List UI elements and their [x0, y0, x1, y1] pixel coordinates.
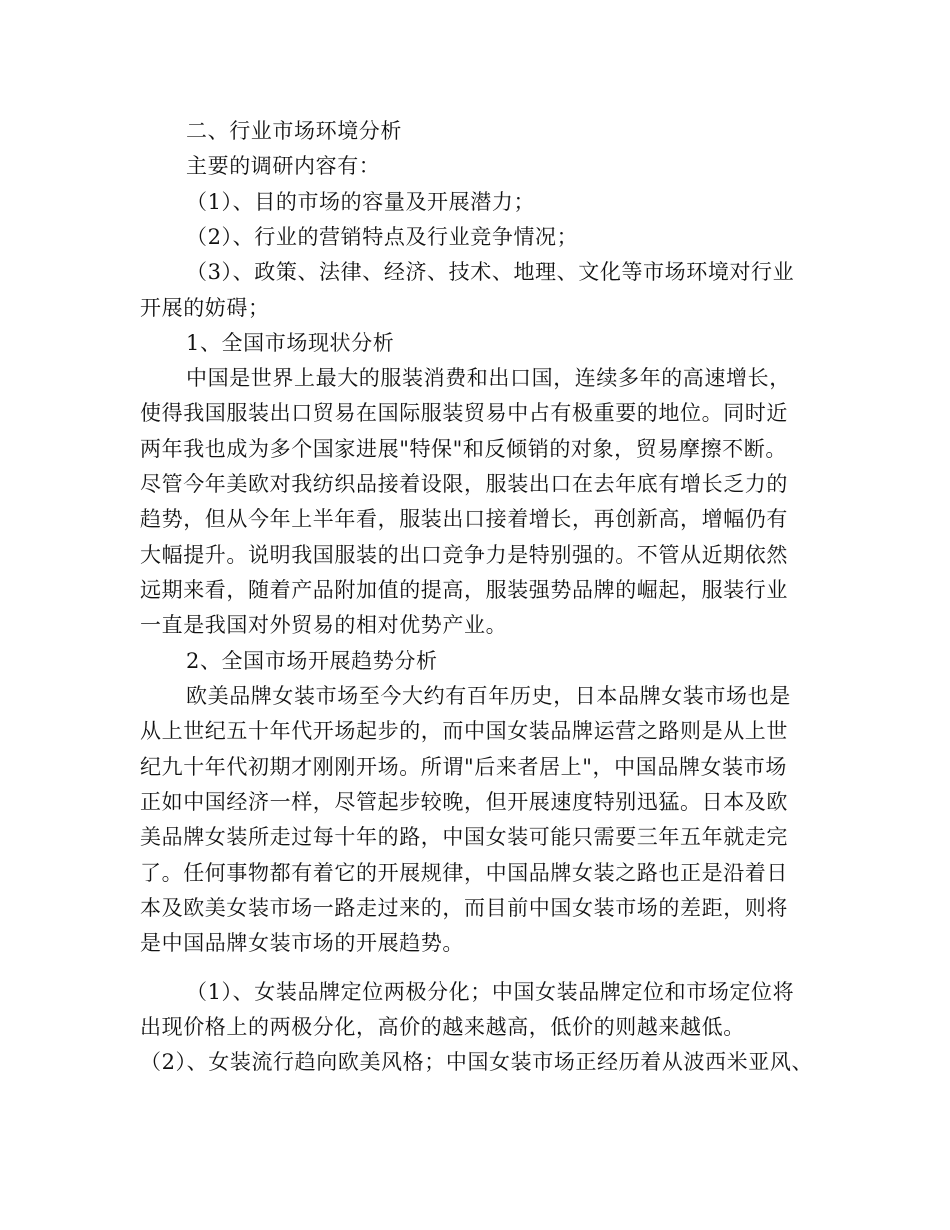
text-line: 大幅提升。说明我国服装的出口竞争力是特别强的。不管从近期依然 [140, 543, 788, 567]
subsection-heading: 1、全国市场现状分析 [186, 331, 395, 355]
list-item: （2）、女装流行趋向欧美风格；中国女装市场正经历着从波西米亚风、 [140, 1050, 814, 1074]
text-line: 趋势，但从今年上半年看，服装出口接着增长，再创新高，增幅仍有 [140, 507, 788, 531]
list-item: （1）、女装品牌定位两极分化；中国女装品牌定位和市场定位将 [186, 980, 795, 1004]
text-line: 出现价格上的两极分化，高价的越来越高，低价的则越来越低。 [140, 1015, 745, 1039]
section-heading: 二、行业市场环境分析 [186, 119, 402, 143]
text-line: 中国是世界上最大的服装消费和出口国，连续多年的高速增长， [186, 366, 791, 390]
text-line: 了。任何事物都有着它的开展规律，中国品牌女装之路也正是沿着日 [140, 861, 788, 885]
text-line: 本及欧美女装市场一路走过来的，而目前中国女装市场的差距，则将 [140, 896, 788, 920]
text-line: 纪九十年代初期才刚刚开场。所谓"后来者居上"，中国品牌女装市场 [140, 755, 787, 779]
text-line: 一直是我国对外贸易的相对优势产业。 [140, 613, 508, 637]
text-line: 从上世纪五十年代开场起步的，而中国女装品牌运营之路则是从上世 [140, 719, 788, 743]
subsection-heading: 2、全国市场开展趋势分析 [186, 649, 438, 673]
text-line: 主要的调研内容有： [186, 154, 381, 178]
text-line: 开展的妨碍； [140, 296, 270, 320]
text-line: 美品牌女装所走过每十年的路，中国女装可能只需要三年五年就走完 [140, 825, 788, 849]
text-line: 远期来看，随着产品附加值的提高，服装强势品牌的崛起，服装行业 [140, 578, 788, 602]
list-item: （3）、政策、法律、经济、技术、地理、文化等市场环境对行业 [186, 260, 795, 284]
text-line: 正如中国经济一样，尽管起步较晚，但开展速度特别迅猛。日本及欧 [140, 790, 788, 814]
text-line: 使得我国服装出口贸易在国际服装贸易中占有极重要的地位。同时近 [140, 401, 788, 425]
text-line: 两年我也成为多个国家进展"特保"和反倾销的对象，贸易摩擦不断。 [140, 437, 787, 461]
text-line: 尽管今年美欧对我纺织品接着设限，服装出口在去年底有增长乏力的 [140, 472, 788, 496]
list-item: （2）、行业的营销特点及行业竞争情况； [186, 225, 579, 249]
text-line: 欧美品牌女装市场至今大约有百年历史，日本品牌女装市场也是 [186, 684, 791, 708]
text-line: 是中国品牌女装市场的开展趋势。 [140, 931, 464, 955]
list-item: （1）、目的市场的容量及开展潜力； [186, 190, 536, 214]
